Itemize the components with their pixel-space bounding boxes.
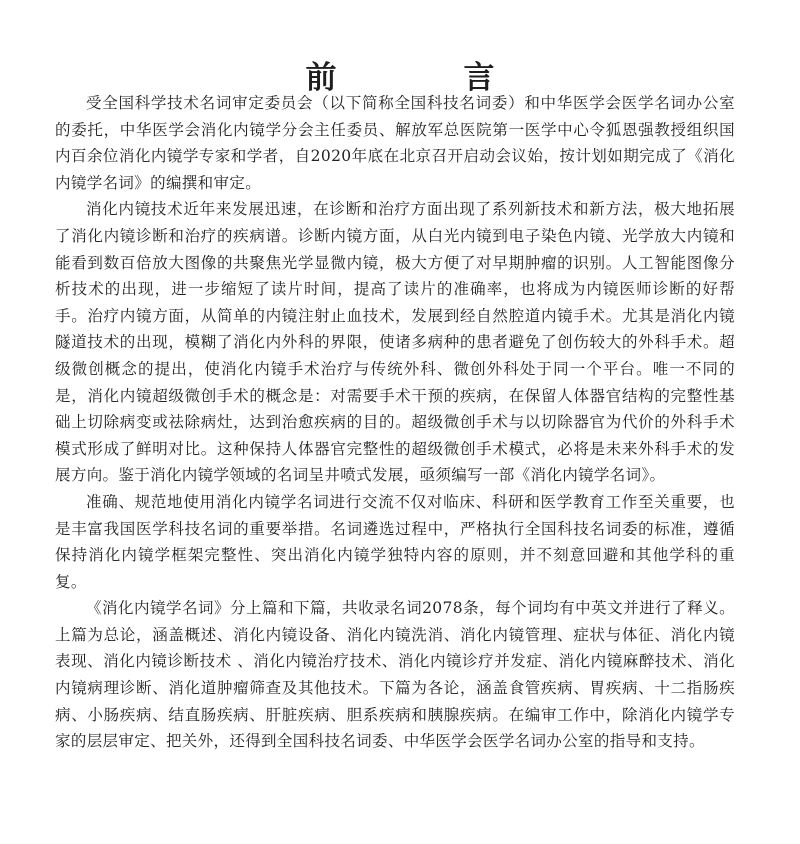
preface-body (55, 90, 735, 755)
paragraph-3: 准确、规范地使用消化内镜学名词进行交流不仅对临床、科研和医学教育工作至关重要，也是丰富我国医学科技名词的重要举措。名词遴选过程中，严格执行全国科技名词委的标准，遵循保持消化内镜学框架完整性、突出消化内镜学独特内容的原则，并不刻意回避和其他学科的重复。 (55, 492, 735, 591)
paragraph-2: 消化内镜技术近年来发展迅速，在诊断和治疗方面出现了系列新技术和新方法，极大地拓展了消化内镜诊断和治疗的疾病谱。诊断内镜方面，从白光内镜到电子染色内镜、光学放大内镜和能看到数百倍放大图像的共聚焦光学显微内镜，极大方便了对早期肿瘤的识别。人工智能图像分析技术的出现，进一步缩短了读片时间，提高了读片的准确率，也将成为内镜医师诊断的好帮手。治疗内镜方面，从简单的内镜注射止血技术，发展到经自然腔道内镜手术。尤其是消化内镜隧道技术的出现，模糊了消化内外科的界限，使诸多病种的患者避免了创伤较大的外科手术。超级微创概念的提出，使消化内镜手术治疗与传统外科、微创外科处于同一个平台。唯一不同的是，消化内镜超级微创手术的概念是：对需要手术干预的疾病，在保留人体器官结构的完整性基础上切除病变或祛除病灶，达到治愈疾病的目的。超级微创手术与以切除器官为代价的外科手术模式形成了鲜明对比。这种保持人体器官完整性的超级微创手术模式，必将是未来外科手术的发展方向。鉴于消化内镜学领域的名词呈井喷式发展，亟须编写一部《消化内镜学名词》。 (55, 200, 735, 485)
page-title: 前 言 (305, 59, 543, 96)
paragraph-1: 受全国科学技术名词审定委员会（以下简称全国科技名词委）和中华医学会医学名词办公室的委托，中华医学会消化内镜学分会主任委员、解放军总医院第一医学中心令狐恩强教授组织国内百余位消化内镜学专家和学者，自2020年底在北京召开启动会议始，按计划如期完成了《消化内镜学名词》的编撰和审定。 (55, 94, 735, 192)
paragraph-4: 《消化内镜学名词》分上篇和下篇，共收录名词2078条，每个词均有中英文并进行了释义。上篇为总论，涵盖概述、消化内镜设备、消化内镜洗消、消化内镜管理、症状与体征、消化内镜表现、消化内镜诊断技术 、消化内镜治疗技术、消化内镜诊疗并发症、消化内镜麻醉技术、消化内镜病理诊断、消化道肿瘤筛查及其他技术。下篇为各论，涵盖食管疾病、胃疾病、十二指肠疾病、小肠疾病、结直肠疾病、肝脏疾病、胆系疾病和胰腺疾病。在编审工作中，除消化内镜学专家的层层审定、把关外，还得到全国科技名词委、中华医学会医学名词办公室的指导和支持。 (55, 599, 735, 751)
